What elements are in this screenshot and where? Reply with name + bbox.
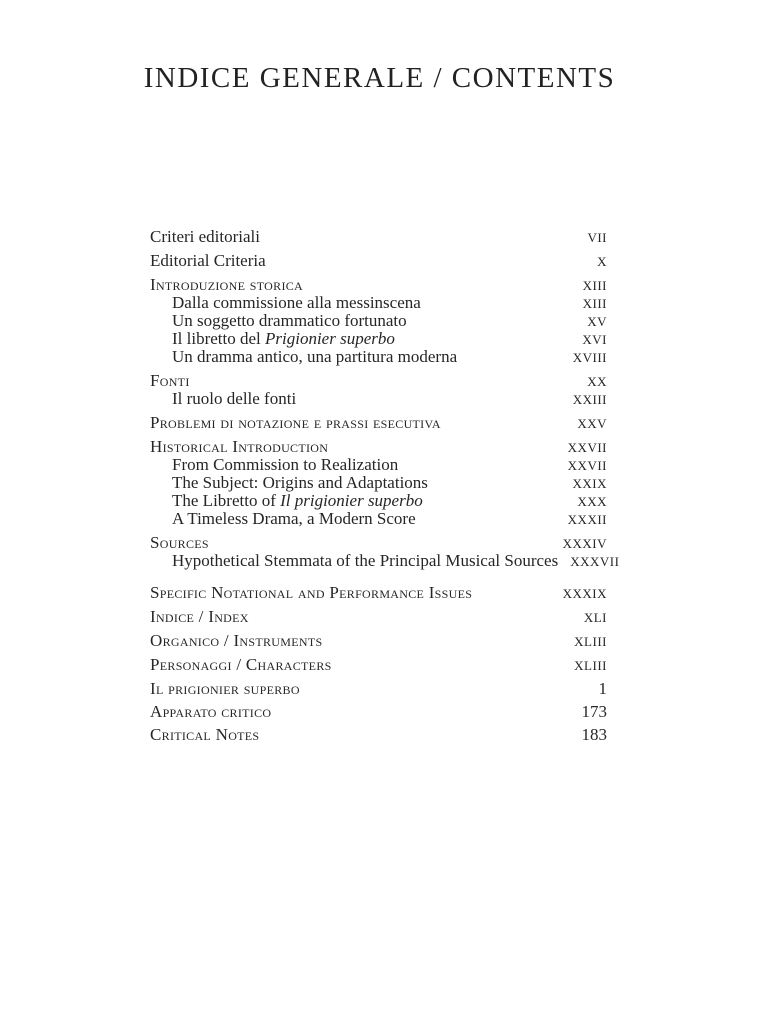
toc-entry bbox=[150, 551, 620, 570]
toc-entry-label-part: Il ruolo delle fonti bbox=[172, 389, 297, 408]
toc-entry-label bbox=[150, 276, 303, 293]
toc-entry-page: XX bbox=[587, 374, 607, 389]
page-title: INDICE GENERALE / CONTENTS bbox=[143, 62, 616, 94]
toc-entry-page: XXIII bbox=[572, 392, 607, 407]
toc-entry-label bbox=[172, 390, 296, 407]
toc-entry bbox=[150, 492, 607, 510]
toc-entry-label-part: Specific Notational and Performance Issues bbox=[150, 583, 473, 602]
toc-entry-label bbox=[172, 294, 421, 311]
toc-entry-page: XXVII bbox=[567, 440, 607, 455]
toc-entry-label bbox=[172, 456, 398, 473]
toc-entry-label bbox=[150, 228, 260, 245]
toc-entry-label-part: Personaggi / Characters bbox=[150, 655, 332, 674]
toc-entry-page: XXXIX bbox=[562, 586, 607, 601]
toc-entry bbox=[150, 703, 607, 720]
toc-entry-label-part: From Commission to Realization bbox=[172, 455, 399, 474]
toc-entry-page: XXVII bbox=[567, 458, 607, 473]
toc-entry bbox=[150, 608, 607, 626]
toc-entry-label-part: Un dramma antico, una partitura moderna bbox=[172, 347, 458, 366]
toc-entry bbox=[150, 228, 607, 246]
toc-entry-label-part: Organico / Instruments bbox=[150, 631, 323, 650]
toc-entry bbox=[150, 726, 607, 743]
toc-entry-page: XVIII bbox=[572, 350, 607, 365]
toc-entry-label bbox=[172, 312, 407, 329]
toc-entry-label bbox=[150, 632, 322, 649]
toc-entry-label-part: Fonti bbox=[150, 371, 190, 390]
toc-entry-label-part: Apparato critico bbox=[150, 702, 272, 721]
toc-entry-label bbox=[150, 534, 209, 551]
toc-entry-label-part: A Timeless Drama, a Modern Score bbox=[172, 509, 416, 528]
toc-entry-label-part: The Libretto of bbox=[172, 491, 281, 510]
toc-entry bbox=[150, 474, 607, 492]
toc-entry-label bbox=[150, 726, 259, 743]
toc-entry bbox=[150, 276, 607, 294]
toc-entry-page: XIII bbox=[582, 278, 607, 293]
toc-entry-label bbox=[150, 680, 300, 697]
toc-entry-label-part: Criteri editoriali bbox=[150, 227, 260, 246]
toc-entry-label bbox=[172, 474, 428, 491]
toc-entry bbox=[150, 294, 607, 312]
toc-entry-page: XLIII bbox=[574, 658, 607, 673]
toc-entry-page: XLIII bbox=[574, 634, 607, 649]
toc-entry-label-part: Introduzione storica bbox=[150, 275, 304, 294]
toc-entry-label bbox=[172, 492, 423, 509]
toc-entry bbox=[150, 534, 607, 552]
toc-entry-label-part: Indice / Index bbox=[150, 607, 249, 626]
toc-entry-label bbox=[150, 372, 190, 389]
toc-entry-page: XXV bbox=[577, 416, 607, 431]
toc-entry-page: XXIX bbox=[572, 476, 607, 491]
toc-entry-page: XV bbox=[587, 314, 607, 329]
toc-entry bbox=[150, 456, 607, 474]
toc-entry-page: XXXVII bbox=[570, 554, 620, 569]
toc-entry-label-part: Il libretto del bbox=[172, 329, 266, 348]
toc-entry-label-part: Critical Notes bbox=[150, 725, 260, 744]
toc-entry-page: VII bbox=[587, 230, 607, 245]
toc-entry-label bbox=[150, 252, 266, 269]
toc-entry-label-part: Historical Introduction bbox=[150, 437, 329, 456]
toc-entry-label bbox=[150, 584, 472, 601]
toc-entry bbox=[150, 252, 607, 270]
toc-entry-page: XXXIV bbox=[562, 536, 607, 551]
toc-entry bbox=[150, 312, 607, 330]
toc-entry-label bbox=[172, 330, 395, 347]
toc-entry bbox=[150, 348, 607, 366]
toc-entry bbox=[150, 656, 607, 674]
toc-entry-label bbox=[172, 510, 416, 527]
toc-entry bbox=[150, 330, 607, 348]
toc-entry-label-part: Hypothetical Stemmata of the Principal Musical Sources bbox=[172, 551, 559, 570]
toc-entry-page: XIII bbox=[582, 296, 607, 311]
toc-entry-page: XVI bbox=[582, 332, 607, 347]
toc-entry-label-italic-part: Il prigionier superbo bbox=[280, 491, 423, 510]
toc-entry-page: 183 bbox=[581, 725, 607, 744]
toc-entry-label bbox=[150, 438, 328, 455]
toc-entry-label bbox=[150, 656, 332, 673]
toc-entry bbox=[150, 680, 607, 697]
toc-entry-page: 173 bbox=[581, 702, 607, 721]
toc-entry-label-italic-part: Prigionier superbo bbox=[265, 329, 395, 348]
toc-entry-label bbox=[150, 703, 271, 720]
toc-entry-label-part: Sources bbox=[150, 533, 209, 552]
toc-list bbox=[150, 227, 620, 744]
toc-entry-page: X bbox=[597, 254, 607, 269]
toc-entry-label bbox=[150, 414, 441, 431]
toc-entry-label-part: The Subject: Origins and Adaptations bbox=[172, 473, 428, 492]
toc-entry-label-part: Problemi di notazione e prassi esecutiva bbox=[150, 413, 441, 432]
toc-entry-label-part: Il prigionier superbo bbox=[150, 679, 300, 698]
toc-entry-page: XLI bbox=[583, 610, 607, 625]
toc-entry-label bbox=[150, 608, 249, 625]
toc-entry-label-part: Editorial Criteria bbox=[150, 251, 266, 270]
toc-entry-label-part: Un soggetto drammatico fortunato bbox=[172, 311, 407, 330]
toc-entry bbox=[150, 632, 607, 650]
toc-entry-label-part: Dalla commissione alla messinscena bbox=[172, 293, 421, 312]
toc-entry-page: XXXII bbox=[567, 512, 607, 527]
toc-entry bbox=[150, 584, 607, 602]
toc-entry-label bbox=[172, 552, 558, 569]
toc-entry-page: 1 bbox=[598, 679, 607, 698]
toc-entry bbox=[150, 414, 607, 432]
toc-entry bbox=[150, 372, 607, 390]
toc-entry bbox=[150, 390, 607, 408]
toc-entry-page: XXX bbox=[577, 494, 607, 509]
toc-entry bbox=[150, 510, 607, 528]
toc-entry bbox=[150, 438, 607, 456]
toc-entry-label bbox=[172, 348, 457, 365]
